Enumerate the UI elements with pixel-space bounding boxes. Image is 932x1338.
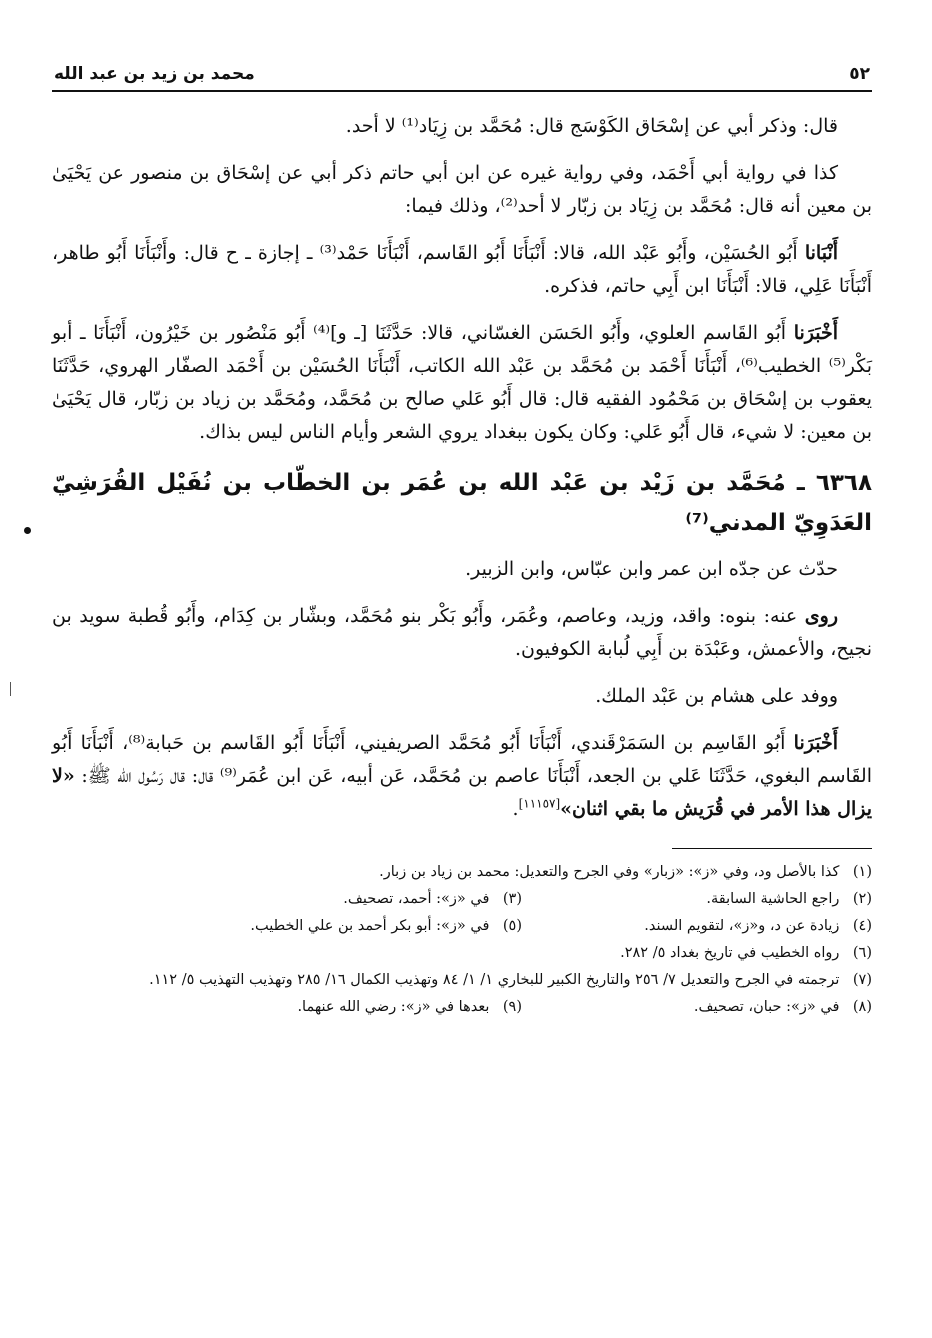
footnote-text: ترجمته في الجرح والتعديل ٧/ ٢٥٦ والتاريخ الكبير للبخاري ١/ ١/ ٨٤ وتهذيب الكمال ١٦/ ٢٨٥ وتهذيب التهذيب ٥/ ١١٢.	[149, 972, 840, 988]
paragraph-lead: أَخْبَرَنا	[793, 732, 838, 754]
running-head	[52, 64, 872, 92]
footnote-row	[52, 994, 872, 1021]
footnote-text: في «ز»: أحمد، تصحيف.	[343, 891, 490, 907]
footnote-row	[52, 913, 872, 940]
footnote-text: بعدها في «ز»: رضي الله عنهما.	[297, 999, 490, 1015]
footnote-number: (٥)	[502, 918, 522, 934]
footnote-number: (٩)	[502, 999, 522, 1015]
running-title: محمد بن زيد بن عبد الله	[54, 64, 255, 84]
footnote-text: في «ز»: حبان، تصحيف.	[693, 999, 840, 1015]
footnote	[532, 913, 872, 940]
footnote	[343, 886, 522, 913]
paragraph-4	[52, 317, 872, 449]
footnote-number: (٦)	[852, 945, 872, 961]
footnote-row	[52, 940, 872, 967]
margin-mark	[10, 682, 11, 696]
entry-paragraph-3	[52, 680, 872, 713]
footnote	[620, 940, 872, 967]
paragraph-lead: أَنْبَانا	[804, 242, 839, 264]
footnote	[532, 886, 872, 913]
paragraph-text: كذا في رواية أبي أَحْمَد، وفي رواية غيره عن ابن أبي حاتم ذكر أبي عن إسْحَاق بن منصور عن يَحْيَىٰ بن معين أنه قال: مُحَمَّد بن زِيَاد بن زبّار لا أحد⁽²⁾، وذلك فيما:	[52, 162, 872, 217]
footnote-separator	[672, 848, 872, 849]
footnote	[297, 994, 522, 1021]
footnote-text: كذا بالأصل ود، وفي «ز»: «زبار» وفي الجرح والتعديل: محمد بن زياد بن زبار.	[379, 864, 840, 880]
footnote-row	[52, 967, 872, 994]
footnote-number: (٤)	[852, 918, 872, 934]
paragraph-text: أَبُو القَاسِم بن السَمَرْقَندي، أَنْبَأَنَا أَبُو مُحَمَّد الصريفيني، أَنْبَأَنَا أَبُو القَاسم بن حَبابة⁽⁸⁾، أَنْبَأَنَا أَبُو القَاسم البغوي، حَدَّثَنَا عَلي بن الجعد، أَنْبَأَنَا عاصم بن مُحَمَّد، عَن أبيه، عَن ابن عُمَر⁽⁹⁾ قال: قال رَسُول الله ﷺ:	[52, 732, 873, 787]
paragraph-text: عنه: بنوه: واقد، وزيد، وعاصم، وعُمَر، وأَبُو بَكْر بنو مُحَمَّد، وبشّار بن كِدَام، وأَبُو قُطبة سويد بن نجيح، والأعمش، وعَبْدَة بن أَبِي لُبابة الكوفيون.	[52, 605, 872, 660]
footnote-number: (١)	[852, 864, 872, 880]
hadith-quote: «لا يزال هذا الأمر في قُرَيش ما بقي اثنان»	[52, 765, 872, 820]
footnote	[250, 913, 522, 940]
paragraph-lead: أَخْبَرَنا	[793, 322, 839, 344]
paragraph-text: أَبُو القَاسم العلوي، وأَبُو الحَسَن الغسّاني، قالا: حَدَّثَنَا [ـ و]⁽⁴⁾ أَبُو مَنْصُور بن خَيْرُون، أَنْبَأَنَا ـ أبو بَكْر⁽⁵⁾ الخطيب⁽⁶⁾، أَنْبَأَنَا أَحْمَد بن مُحَمَّد بن عَبْد الله الكاتب، أَنْبَأَنَا الحُسَيْن بن أَحْمَد الصفّار الهروي، حَدَّثَنَا يعقوب بن إسْحَاق بن مَحْمُود الفقيه قال: قال أَبُو عَلي صالح بن مُحَمَّد، ومُحَمَّد بن زياد بن زبّار، قال يَحْيَىٰ بن معين: لا شيء، قال أَبُو عَلي: وكان يكون ببغداد يروي الشعر وأيام الناس ليس بذاك.	[52, 322, 872, 443]
footnote-row	[52, 886, 872, 913]
paragraph-text: حدّث عن جدّه ابن عمر وابن عبّاس، وابن الزبير.	[465, 558, 838, 580]
footnote-text: زيادة عن د، و«ز»، لتقويم السند.	[644, 918, 840, 934]
paragraph-text: قال: وذكر أبي عن إسْحَاق الكَوْسَج قال: مُحَمَّد بن زِيَاد⁽¹⁾ لا أحد.	[345, 115, 838, 137]
entry-paragraph-1	[52, 553, 872, 586]
footnote-text: في «ز»: أبو بكر أحمد بن علي الخطيب.	[250, 918, 490, 934]
paragraph-3	[52, 237, 872, 303]
paragraph-text: أَبُو الحُسَيْن، وأَبُو عَبْد الله، قالا: أَنْبَأَنَا أَبُو القَاسم، أَنْبَأَنَا حَمْد⁽³⁾ ـ إجازة ـ ح قال: وأَنْبَأَنَا أَبُو طاهر، أَنْبَأَنَا عَلِي، قالا: أَنْبَأَنَا ابن أَبِي حاتم، فذكره.	[52, 242, 872, 297]
main-text	[52, 110, 872, 826]
paragraph-lead: روى	[804, 605, 838, 627]
paragraph-text: ووفد على هشام بن عَبْد الملك.	[595, 685, 838, 707]
paragraph-1	[52, 110, 872, 143]
footnote-number: (٢)	[852, 891, 872, 907]
entry-paragraph-2	[52, 600, 872, 666]
footnote-number: (٣)	[502, 891, 522, 907]
footnote-text: رواه الخطيب في تاريخ بغداد ٥/ ٢٨٢.	[620, 945, 840, 961]
page-number: ٥٢	[849, 64, 870, 84]
footnote-row	[52, 859, 872, 886]
hadith-reference: [١١١٥٧]	[518, 796, 561, 811]
book-page	[52, 64, 872, 1021]
footnote-text: راجع الحاشية السابقة.	[706, 891, 840, 907]
footnote	[379, 859, 872, 886]
footnote	[532, 994, 872, 1021]
footnote-number: (٨)	[852, 999, 872, 1015]
margin-mark	[24, 527, 31, 534]
footnote-number: (٧)	[852, 972, 872, 988]
footnotes	[52, 859, 872, 1021]
entry-paragraph-4	[52, 727, 872, 826]
paragraph-2	[52, 157, 872, 223]
paragraph-end: .	[512, 798, 519, 820]
entry-title: ٦٣٦٨ ـ مُحَمَّد بن زَيْد بن عَبْد الله بن عُمَر بن الخطّاب بن نُفَيْل القُرَشِيّ العَدَوِيّ المدني⁽⁷⁾	[52, 470, 872, 536]
footnote	[149, 967, 872, 994]
